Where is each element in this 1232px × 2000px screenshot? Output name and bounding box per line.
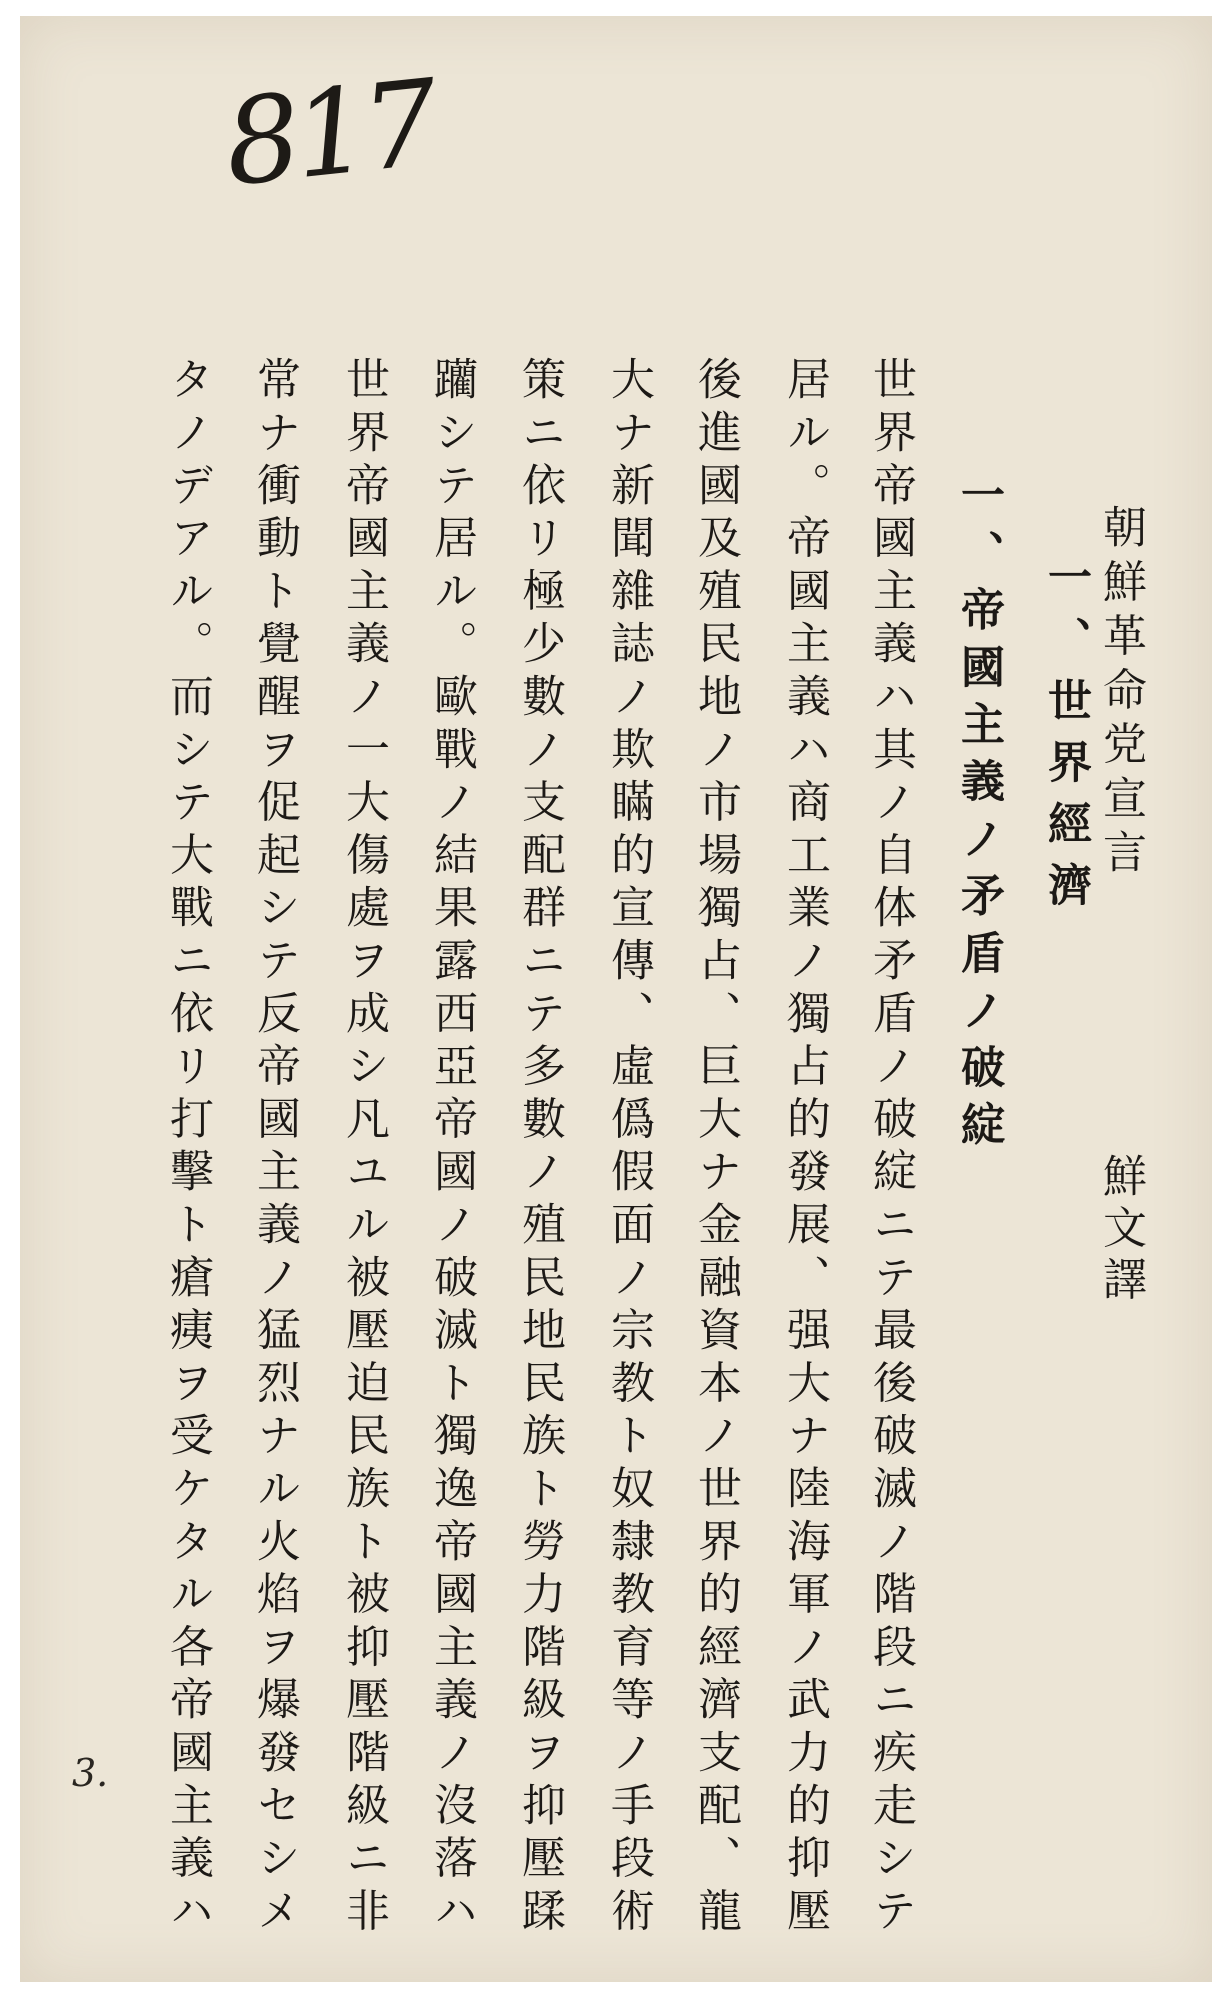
body-line-7: 世界帝國主義ノ一大傷處ヲ成シ凡ユル被壓迫民族ト被抑壓階級ニ非 — [338, 356, 389, 1940]
translator-credit: 鮮文譯 — [1095, 1153, 1146, 1308]
body-line-9: タノデアル。而シテ大戰ニ依リ打擊ト瘡痍ヲ受ケタル各帝國主義ハ — [162, 356, 213, 1940]
body-line-2: 居ル。帝國主義ハ商工業ノ獨占的發展、强大ナ陸海軍ノ武力的抑壓 — [779, 356, 830, 1940]
body-line-1: 世界帝國主義ハ其ノ自体矛盾ノ破綻ニテ最後破滅ノ階段ニ疾走シテ — [865, 356, 916, 1940]
body-line-3: 後進國及殖民地ノ市場獨占、巨大ナ金融資本ノ世界的經濟支配、龍 — [690, 356, 741, 1940]
subsection-heading: 一、帝國主義ノ矛盾ノ破綻 — [953, 472, 1004, 1159]
document-title: 朝鮮革命党宣言 — [1095, 504, 1146, 883]
page-number: 3. — [72, 1751, 109, 1795]
handwritten-page-number: 817 — [218, 53, 439, 213]
body-line-4: 大ナ新聞雜誌ノ欺瞞的宣傳、虛僞假面ノ宗教ト奴隸教育等ノ手段術 — [603, 356, 654, 1940]
document-page — [20, 16, 1212, 1982]
body-line-6: 躪シテ居ル。歐戰ノ結果露西亞帝國ノ破滅ト獨逸帝國主義ノ沒落ハ — [426, 356, 477, 1940]
body-line-8: 常ナ衝動ト覺醒ヲ促起シテ反帝國主義ノ猛烈ナル火焰ヲ爆發セシメ — [249, 356, 300, 1940]
body-line-5: 策ニ依リ極少數ノ支配群ニテ多數ノ殖民地民族ト勞力階級ヲ抑壓蹂 — [514, 356, 565, 1940]
section-heading: 一、世界經濟 — [1040, 554, 1091, 924]
